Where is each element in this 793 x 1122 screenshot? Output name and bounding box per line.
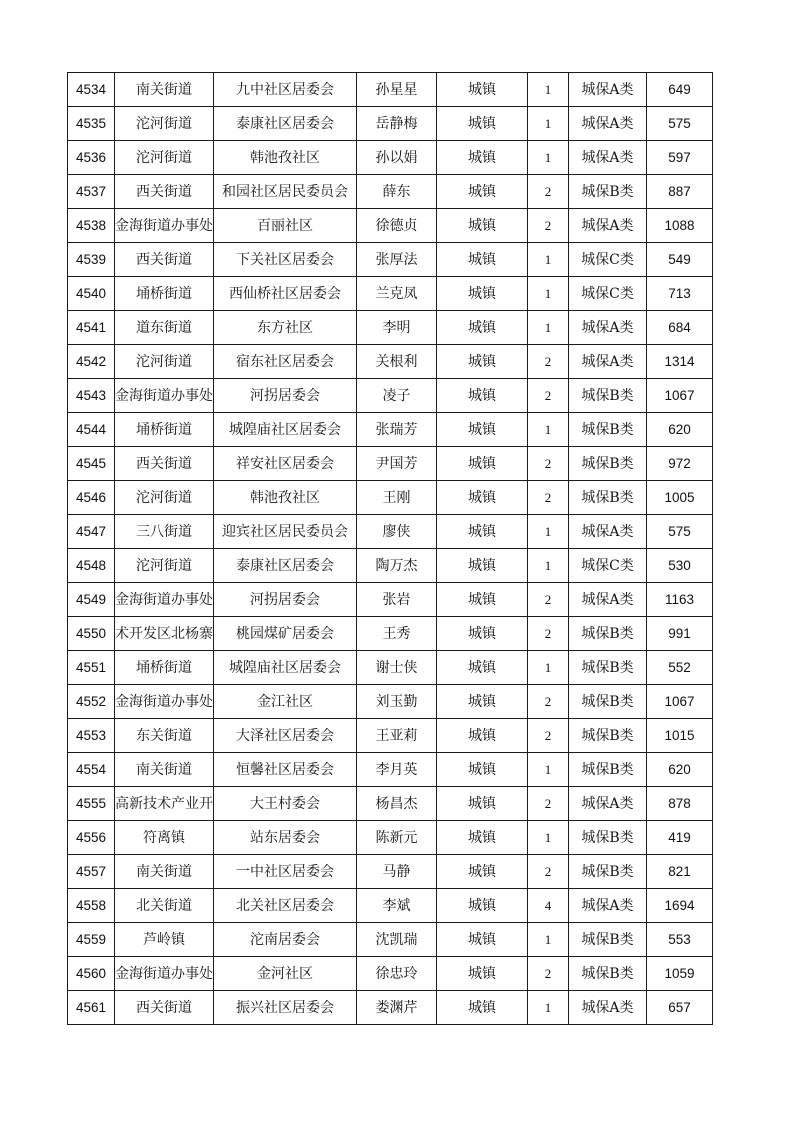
table-row bbox=[68, 277, 713, 311]
serial-number-cell: 4548 bbox=[68, 549, 115, 583]
household-type-cell: 城镇 bbox=[437, 175, 528, 209]
table-row bbox=[68, 685, 713, 719]
serial-number-cell: 4537 bbox=[68, 175, 115, 209]
household-type-cell: 城镇 bbox=[437, 73, 528, 107]
household-type-cell: 城镇 bbox=[437, 209, 528, 243]
household-type-cell: 城镇 bbox=[437, 277, 528, 311]
table-row bbox=[68, 923, 713, 957]
street-cell: 东关街道 bbox=[115, 719, 214, 753]
person-name-cell: 孙星星 bbox=[357, 73, 437, 107]
person-name-cell: 凌子 bbox=[357, 379, 437, 413]
person-name-cell: 马静 bbox=[357, 855, 437, 889]
category-cell: 城保A类 bbox=[569, 73, 647, 107]
serial-number-cell: 4543 bbox=[68, 379, 115, 413]
serial-number-cell: 4535 bbox=[68, 107, 115, 141]
member-count-cell: 1 bbox=[528, 107, 569, 141]
member-count-cell: 1 bbox=[528, 515, 569, 549]
community-cell: 下关社区居委会 bbox=[214, 243, 357, 277]
street-cell: 三八街道 bbox=[115, 515, 214, 549]
community-cell: 桃园煤矿居委会 bbox=[214, 617, 357, 651]
category-cell: 城保A类 bbox=[569, 889, 647, 923]
street-cell: 北关街道 bbox=[115, 889, 214, 923]
serial-number-cell: 4534 bbox=[68, 73, 115, 107]
street-cell: 沱河街道 bbox=[115, 345, 214, 379]
table-row bbox=[68, 753, 713, 787]
member-count-cell: 2 bbox=[528, 957, 569, 991]
person-name-cell: 李月英 bbox=[357, 753, 437, 787]
household-type-cell: 城镇 bbox=[437, 311, 528, 345]
category-cell: 城保B类 bbox=[569, 481, 647, 515]
table-row bbox=[68, 787, 713, 821]
street-cell: 埇桥街道 bbox=[115, 277, 214, 311]
amount-cell: 1015 bbox=[647, 719, 713, 753]
table-row bbox=[68, 413, 713, 447]
person-name-cell: 兰克凤 bbox=[357, 277, 437, 311]
household-type-cell: 城镇 bbox=[437, 481, 528, 515]
community-cell: 站东居委会 bbox=[214, 821, 357, 855]
household-type-cell: 城镇 bbox=[437, 889, 528, 923]
serial-number-cell: 4549 bbox=[68, 583, 115, 617]
table-row bbox=[68, 957, 713, 991]
category-cell: 城保C类 bbox=[569, 549, 647, 583]
table-row bbox=[68, 209, 713, 243]
serial-number-cell: 4550 bbox=[68, 617, 115, 651]
serial-number-cell: 4561 bbox=[68, 991, 115, 1025]
member-count-cell: 1 bbox=[528, 923, 569, 957]
category-cell: 城保A类 bbox=[569, 209, 647, 243]
household-type-cell: 城镇 bbox=[437, 991, 528, 1025]
category-cell: 城保B类 bbox=[569, 957, 647, 991]
street-cell: 西关街道 bbox=[115, 243, 214, 277]
serial-number-cell: 4555 bbox=[68, 787, 115, 821]
member-count-cell: 2 bbox=[528, 617, 569, 651]
household-type-cell: 城镇 bbox=[437, 515, 528, 549]
household-type-cell: 城镇 bbox=[437, 413, 528, 447]
amount-cell: 553 bbox=[647, 923, 713, 957]
person-name-cell: 王刚 bbox=[357, 481, 437, 515]
member-count-cell: 2 bbox=[528, 345, 569, 379]
table-row bbox=[68, 651, 713, 685]
household-type-cell: 城镇 bbox=[437, 583, 528, 617]
table-row bbox=[68, 855, 713, 889]
person-name-cell: 徐德贞 bbox=[357, 209, 437, 243]
table-row bbox=[68, 583, 713, 617]
amount-cell: 657 bbox=[647, 991, 713, 1025]
street-cell: 金海街道办事处 bbox=[115, 583, 214, 617]
serial-number-cell: 4536 bbox=[68, 141, 115, 175]
amount-cell: 552 bbox=[647, 651, 713, 685]
category-cell: 城保B类 bbox=[569, 413, 647, 447]
serial-number-cell: 4547 bbox=[68, 515, 115, 549]
member-count-cell: 1 bbox=[528, 277, 569, 311]
community-cell: 泰康社区居委会 bbox=[214, 107, 357, 141]
household-type-cell: 城镇 bbox=[437, 719, 528, 753]
member-count-cell: 2 bbox=[528, 855, 569, 889]
amount-cell: 620 bbox=[647, 753, 713, 787]
person-name-cell: 张厚法 bbox=[357, 243, 437, 277]
table-row bbox=[68, 379, 713, 413]
street-cell: 西关街道 bbox=[115, 175, 214, 209]
amount-cell: 1059 bbox=[647, 957, 713, 991]
amount-cell: 821 bbox=[647, 855, 713, 889]
member-count-cell: 1 bbox=[528, 311, 569, 345]
roster-table bbox=[67, 72, 713, 1025]
street-cell: 西关街道 bbox=[115, 447, 214, 481]
serial-number-cell: 4558 bbox=[68, 889, 115, 923]
street-cell: 沱河街道 bbox=[115, 549, 214, 583]
amount-cell: 1163 bbox=[647, 583, 713, 617]
serial-number-cell: 4546 bbox=[68, 481, 115, 515]
person-name-cell: 王秀 bbox=[357, 617, 437, 651]
serial-number-cell: 4560 bbox=[68, 957, 115, 991]
member-count-cell: 4 bbox=[528, 889, 569, 923]
category-cell: 城保C类 bbox=[569, 243, 647, 277]
community-cell: 北关社区居委会 bbox=[214, 889, 357, 923]
community-cell: 城隍庙社区居委会 bbox=[214, 651, 357, 685]
street-cell: 南关街道 bbox=[115, 73, 214, 107]
community-cell: 城隍庙社区居委会 bbox=[214, 413, 357, 447]
table-row bbox=[68, 889, 713, 923]
community-cell: 东方社区 bbox=[214, 311, 357, 345]
person-name-cell: 李明 bbox=[357, 311, 437, 345]
household-type-cell: 城镇 bbox=[437, 107, 528, 141]
serial-number-cell: 4557 bbox=[68, 855, 115, 889]
member-count-cell: 1 bbox=[528, 991, 569, 1025]
member-count-cell: 2 bbox=[528, 787, 569, 821]
member-count-cell: 1 bbox=[528, 243, 569, 277]
serial-number-cell: 4553 bbox=[68, 719, 115, 753]
table-row bbox=[68, 515, 713, 549]
household-type-cell: 城镇 bbox=[437, 345, 528, 379]
member-count-cell: 2 bbox=[528, 719, 569, 753]
serial-number-cell: 4540 bbox=[68, 277, 115, 311]
table-row bbox=[68, 821, 713, 855]
community-cell: 韩池孜社区 bbox=[214, 481, 357, 515]
serial-number-cell: 4541 bbox=[68, 311, 115, 345]
serial-number-cell: 4538 bbox=[68, 209, 115, 243]
amount-cell: 575 bbox=[647, 515, 713, 549]
person-name-cell: 尹国芳 bbox=[357, 447, 437, 481]
member-count-cell: 2 bbox=[528, 583, 569, 617]
member-count-cell: 2 bbox=[528, 209, 569, 243]
category-cell: 城保B类 bbox=[569, 753, 647, 787]
category-cell: 城保A类 bbox=[569, 515, 647, 549]
household-type-cell: 城镇 bbox=[437, 141, 528, 175]
community-cell: 和园社区居民委员会 bbox=[214, 175, 357, 209]
street-cell: 埇桥街道 bbox=[115, 413, 214, 447]
table-row bbox=[68, 991, 713, 1025]
household-type-cell: 城镇 bbox=[437, 447, 528, 481]
member-count-cell: 2 bbox=[528, 481, 569, 515]
category-cell: 城保A类 bbox=[569, 141, 647, 175]
member-count-cell: 1 bbox=[528, 651, 569, 685]
amount-cell: 1694 bbox=[647, 889, 713, 923]
amount-cell: 684 bbox=[647, 311, 713, 345]
table-row bbox=[68, 73, 713, 107]
serial-number-cell: 4544 bbox=[68, 413, 115, 447]
member-count-cell: 1 bbox=[528, 549, 569, 583]
community-cell: 振兴社区居委会 bbox=[214, 991, 357, 1025]
category-cell: 城保A类 bbox=[569, 991, 647, 1025]
person-name-cell: 刘玉勤 bbox=[357, 685, 437, 719]
category-cell: 城保B类 bbox=[569, 617, 647, 651]
household-type-cell: 城镇 bbox=[437, 821, 528, 855]
table-row bbox=[68, 311, 713, 345]
person-name-cell: 岳静梅 bbox=[357, 107, 437, 141]
street-cell: 南关街道 bbox=[115, 753, 214, 787]
member-count-cell: 2 bbox=[528, 685, 569, 719]
community-cell: 大泽社区居委会 bbox=[214, 719, 357, 753]
community-cell: 韩池孜社区 bbox=[214, 141, 357, 175]
category-cell: 城保A类 bbox=[569, 583, 647, 617]
amount-cell: 887 bbox=[647, 175, 713, 209]
person-name-cell: 孙以娟 bbox=[357, 141, 437, 175]
category-cell: 城保A类 bbox=[569, 311, 647, 345]
category-cell: 城保B类 bbox=[569, 379, 647, 413]
amount-cell: 1314 bbox=[647, 345, 713, 379]
member-count-cell: 2 bbox=[528, 379, 569, 413]
person-name-cell: 张瑞芳 bbox=[357, 413, 437, 447]
person-name-cell: 陈新元 bbox=[357, 821, 437, 855]
person-name-cell: 薛东 bbox=[357, 175, 437, 209]
person-name-cell: 陶万杰 bbox=[357, 549, 437, 583]
amount-cell: 620 bbox=[647, 413, 713, 447]
person-name-cell: 张岩 bbox=[357, 583, 437, 617]
amount-cell: 1005 bbox=[647, 481, 713, 515]
category-cell: 城保B类 bbox=[569, 719, 647, 753]
amount-cell: 1067 bbox=[647, 379, 713, 413]
serial-number-cell: 4539 bbox=[68, 243, 115, 277]
table-row bbox=[68, 345, 713, 379]
community-cell: 沱南居委会 bbox=[214, 923, 357, 957]
table-body bbox=[68, 73, 713, 1025]
street-cell: 芦岭镇 bbox=[115, 923, 214, 957]
person-name-cell: 徐忠玲 bbox=[357, 957, 437, 991]
amount-cell: 530 bbox=[647, 549, 713, 583]
community-cell: 九中社区居委会 bbox=[214, 73, 357, 107]
member-count-cell: 1 bbox=[528, 141, 569, 175]
category-cell: 城保B类 bbox=[569, 821, 647, 855]
street-cell: 金海街道办事处 bbox=[115, 379, 214, 413]
person-name-cell: 杨昌杰 bbox=[357, 787, 437, 821]
category-cell: 城保A类 bbox=[569, 107, 647, 141]
household-type-cell: 城镇 bbox=[437, 243, 528, 277]
table-row bbox=[68, 107, 713, 141]
category-cell: 城保B类 bbox=[569, 447, 647, 481]
street-cell: 高新技术产业开 bbox=[115, 787, 214, 821]
table-row bbox=[68, 481, 713, 515]
serial-number-cell: 4545 bbox=[68, 447, 115, 481]
household-type-cell: 城镇 bbox=[437, 685, 528, 719]
community-cell: 迎宾社区居民委员会 bbox=[214, 515, 357, 549]
person-name-cell: 娄渊芹 bbox=[357, 991, 437, 1025]
household-type-cell: 城镇 bbox=[437, 651, 528, 685]
household-type-cell: 城镇 bbox=[437, 957, 528, 991]
street-cell: 术开发区北杨寨 bbox=[115, 617, 214, 651]
amount-cell: 419 bbox=[647, 821, 713, 855]
amount-cell: 972 bbox=[647, 447, 713, 481]
street-cell: 金海街道办事处 bbox=[115, 957, 214, 991]
person-name-cell: 李斌 bbox=[357, 889, 437, 923]
member-count-cell: 1 bbox=[528, 821, 569, 855]
street-cell: 金海街道办事处 bbox=[115, 685, 214, 719]
street-cell: 埇桥街道 bbox=[115, 651, 214, 685]
member-count-cell: 1 bbox=[528, 73, 569, 107]
table-row bbox=[68, 141, 713, 175]
street-cell: 沱河街道 bbox=[115, 107, 214, 141]
street-cell: 沱河街道 bbox=[115, 481, 214, 515]
street-cell: 符离镇 bbox=[115, 821, 214, 855]
household-type-cell: 城镇 bbox=[437, 549, 528, 583]
street-cell: 南关街道 bbox=[115, 855, 214, 889]
street-cell: 沱河街道 bbox=[115, 141, 214, 175]
amount-cell: 1067 bbox=[647, 685, 713, 719]
amount-cell: 991 bbox=[647, 617, 713, 651]
member-count-cell: 1 bbox=[528, 413, 569, 447]
person-name-cell: 沈凯瑞 bbox=[357, 923, 437, 957]
community-cell: 河拐居委会 bbox=[214, 583, 357, 617]
category-cell: 城保A类 bbox=[569, 787, 647, 821]
amount-cell: 649 bbox=[647, 73, 713, 107]
category-cell: 城保B类 bbox=[569, 685, 647, 719]
person-name-cell: 廖侠 bbox=[357, 515, 437, 549]
community-cell: 宿东社区居委会 bbox=[214, 345, 357, 379]
serial-number-cell: 4559 bbox=[68, 923, 115, 957]
amount-cell: 549 bbox=[647, 243, 713, 277]
person-name-cell: 王亚莉 bbox=[357, 719, 437, 753]
street-cell: 道东街道 bbox=[115, 311, 214, 345]
household-type-cell: 城镇 bbox=[437, 753, 528, 787]
table-row bbox=[68, 243, 713, 277]
person-name-cell: 关根利 bbox=[357, 345, 437, 379]
serial-number-cell: 4556 bbox=[68, 821, 115, 855]
category-cell: 城保C类 bbox=[569, 277, 647, 311]
member-count-cell: 1 bbox=[528, 753, 569, 787]
category-cell: 城保A类 bbox=[569, 345, 647, 379]
amount-cell: 1088 bbox=[647, 209, 713, 243]
community-cell: 金江社区 bbox=[214, 685, 357, 719]
table-row bbox=[68, 719, 713, 753]
serial-number-cell: 4554 bbox=[68, 753, 115, 787]
table-row bbox=[68, 549, 713, 583]
community-cell: 百丽社区 bbox=[214, 209, 357, 243]
table-row bbox=[68, 175, 713, 209]
household-type-cell: 城镇 bbox=[437, 617, 528, 651]
serial-number-cell: 4552 bbox=[68, 685, 115, 719]
serial-number-cell: 4551 bbox=[68, 651, 115, 685]
community-cell: 祥安社区居委会 bbox=[214, 447, 357, 481]
household-type-cell: 城镇 bbox=[437, 787, 528, 821]
household-type-cell: 城镇 bbox=[437, 923, 528, 957]
person-name-cell: 谢士侠 bbox=[357, 651, 437, 685]
community-cell: 大王村委会 bbox=[214, 787, 357, 821]
table-row bbox=[68, 617, 713, 651]
table-row bbox=[68, 447, 713, 481]
community-cell: 西仙桥社区居委会 bbox=[214, 277, 357, 311]
category-cell: 城保B类 bbox=[569, 855, 647, 889]
community-cell: 河拐居委会 bbox=[214, 379, 357, 413]
category-cell: 城保B类 bbox=[569, 651, 647, 685]
household-type-cell: 城镇 bbox=[437, 379, 528, 413]
member-count-cell: 2 bbox=[528, 175, 569, 209]
community-cell: 一中社区居委会 bbox=[214, 855, 357, 889]
category-cell: 城保B类 bbox=[569, 923, 647, 957]
serial-number-cell: 4542 bbox=[68, 345, 115, 379]
street-cell: 西关街道 bbox=[115, 991, 214, 1025]
amount-cell: 713 bbox=[647, 277, 713, 311]
community-cell: 泰康社区居委会 bbox=[214, 549, 357, 583]
household-type-cell: 城镇 bbox=[437, 855, 528, 889]
community-cell: 恒馨社区居委会 bbox=[214, 753, 357, 787]
amount-cell: 878 bbox=[647, 787, 713, 821]
category-cell: 城保B类 bbox=[569, 175, 647, 209]
amount-cell: 597 bbox=[647, 141, 713, 175]
amount-cell: 575 bbox=[647, 107, 713, 141]
street-cell: 金海街道办事处 bbox=[115, 209, 214, 243]
member-count-cell: 2 bbox=[528, 447, 569, 481]
community-cell: 金河社区 bbox=[214, 957, 357, 991]
